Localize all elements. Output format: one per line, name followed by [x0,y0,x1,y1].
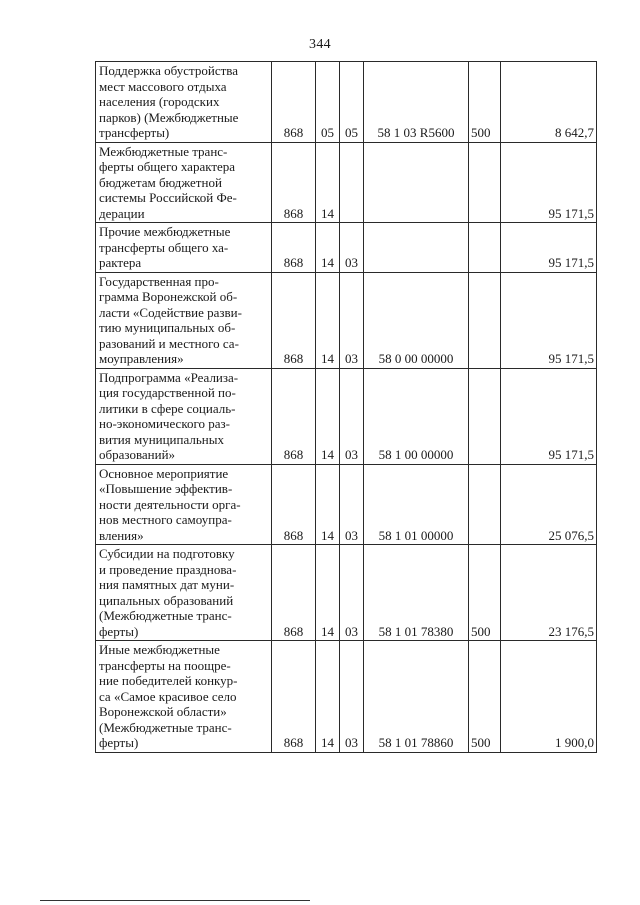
amount-cell: 95 171,5 [501,142,597,223]
item-name-line: Основное мероприятие [99,465,229,481]
item-name-line: (Межбюджетные транс- [99,719,232,735]
grbs-code-cell: 868 [272,368,316,464]
item-name-line: ферты) [99,623,139,639]
amount-cell: 25 076,5 [501,464,597,545]
item-name-cell [96,142,272,223]
target-article-code-cell: 58 1 01 78860 [364,641,469,753]
item-name-line: ципальных образований [99,592,234,608]
budget-table [95,61,597,753]
amount-cell: 95 171,5 [501,368,597,464]
target-article-code-cell: 58 1 03 R5600 [364,62,469,143]
table-row [96,223,597,273]
amount-cell: 95 171,5 [501,223,597,273]
grbs-code-cell: 868 [272,62,316,143]
budget-table-body [96,62,597,753]
table-row [96,62,597,143]
item-name-cell [96,464,272,545]
section-code-cell: 14 [316,272,340,368]
section-code-cell: 14 [316,223,340,273]
expense-type-code-cell [469,223,501,273]
footnote-separator-line [40,900,310,901]
table-row [96,142,597,223]
section-code-cell: 14 [316,641,340,753]
subsection-code-cell: 03 [340,464,364,545]
item-name-line: ция государственной по- [99,385,236,400]
expense-type-code-cell [469,142,501,223]
section-code-cell: 14 [316,142,340,223]
table-row [96,641,597,753]
expense-type-code-cell: 500 [469,641,501,753]
subsection-code-cell: 03 [340,641,364,753]
subsection-code-cell [340,142,364,223]
subsection-code-cell: 05 [340,62,364,143]
item-name-line: моуправления» [99,351,184,366]
item-name-line: грамма Воронежской об- [99,289,238,304]
item-name-line: Прочие межбюджетные [99,224,231,239]
section-code-cell: 14 [316,545,340,641]
target-article-code-cell [364,223,469,273]
subsection-code-cell: 03 [340,545,364,641]
table-row [96,272,597,368]
item-name-line: ферты) [99,735,139,750]
item-name-line: трансферты на поощре- [99,657,231,673]
section-code-cell: 14 [316,464,340,545]
item-name-line: вления» [99,527,144,543]
table-row [96,368,597,464]
item-name-line: но-экономического раз- [99,416,230,431]
item-name-line: Воронежской области» [99,704,227,719]
item-name-line: литики в сфере социаль- [99,400,236,416]
item-name-line: Субсидии на подготовку [99,546,235,561]
item-name-line: ферты общего характера [99,159,236,174]
item-name-line: Государственная про- [99,273,219,289]
grbs-code-cell: 868 [272,545,316,641]
subsection-code-cell: 03 [340,272,364,368]
item-name-line: ние победителей конкур- [99,673,238,688]
item-name-line: нов местного самоупра- [99,512,232,527]
item-name-line: и проведение празднова- [99,561,237,577]
item-name-line: ности деятельности орга- [99,496,241,512]
item-name-cell [96,545,272,641]
amount-cell: 1 900,0 [501,641,597,753]
expense-type-code-cell: 500 [469,62,501,143]
item-name-cell [96,62,272,143]
item-name-line: образований» [99,447,176,462]
item-name-line: Поддержка обустройства [99,63,239,78]
target-article-code-cell [364,142,469,223]
item-name-line: тию муниципальных об- [99,320,236,335]
item-name-line: ния памятных дат муни- [99,577,235,592]
page-number: 344 [309,37,331,52]
item-name-cell [96,641,272,753]
item-name-line: системы Российской Фе- [99,190,237,205]
expense-type-code-cell [469,464,501,545]
section-code-cell: 14 [316,368,340,464]
item-name-line: населения (городских [99,94,220,109]
item-name-line: Иные межбюджетные [99,642,220,657]
item-name-line: дерации [99,205,145,221]
item-name-line: (Межбюджетные транс- [99,608,232,623]
target-article-code-cell: 58 1 00 00000 [364,368,469,464]
item-name-line: рактера [99,255,142,270]
grbs-code-cell: 868 [272,641,316,753]
amount-cell: 95 171,5 [501,272,597,368]
table-row [96,464,597,545]
item-name-cell [96,272,272,368]
item-name-line: «Повышение эффектив- [99,481,233,496]
grbs-code-cell: 868 [272,223,316,273]
target-article-code-cell: 58 1 01 00000 [364,464,469,545]
target-article-code-cell: 58 0 00 00000 [364,272,469,368]
expense-type-code-cell: 500 [469,545,501,641]
subsection-code-cell: 03 [340,223,364,273]
amount-cell: 8 642,7 [501,62,597,143]
grbs-code-cell: 868 [272,272,316,368]
grbs-code-cell: 868 [272,142,316,223]
section-code-cell: 05 [316,62,340,143]
item-name-line: ласти «Содействие разви- [99,304,242,320]
item-name-line: парков) (Межбюджетные [99,109,239,125]
item-name-line: трансферты) [99,125,170,140]
target-article-code-cell: 58 1 01 78380 [364,545,469,641]
item-name-line: Межбюджетные транс- [99,143,228,159]
item-name-line: вития муниципальных [99,431,224,447]
item-name-line: бюджетам бюджетной [99,174,222,190]
table-row [96,545,597,641]
grbs-code-cell: 868 [272,464,316,545]
item-name-line: са «Самое красивое село [99,688,237,704]
item-name-line: мест массового отдыха [99,78,227,94]
subsection-code-cell: 03 [340,368,364,464]
expense-type-code-cell [469,368,501,464]
item-name-line: разований и местного са- [99,335,239,351]
item-name-cell [96,368,272,464]
expense-type-code-cell [469,272,501,368]
amount-cell: 23 176,5 [501,545,597,641]
item-name-line: трансферты общего ха- [99,239,229,255]
item-name-cell [96,223,272,273]
item-name-line: Подпрограмма «Реализа- [99,369,239,385]
